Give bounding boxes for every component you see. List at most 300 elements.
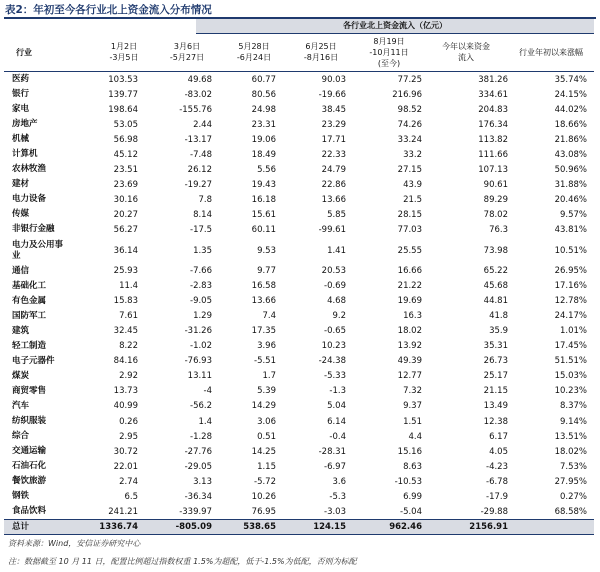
inflow-cell: 381.26 bbox=[478, 74, 508, 85]
inflow-cell: 18.49 bbox=[251, 149, 276, 160]
return-cell: 15.03% bbox=[554, 371, 587, 382]
inflow-cell: -36.34 bbox=[184, 491, 212, 502]
inflow-cell: -27.76 bbox=[184, 446, 212, 457]
inflow-cell: 9.2 bbox=[332, 311, 346, 322]
inflow-cell: 241.21 bbox=[108, 506, 138, 517]
table-row bbox=[4, 489, 594, 504]
inflow-cell: 1.15 bbox=[257, 461, 276, 472]
inflow-cell: -4 bbox=[203, 386, 212, 397]
inflow-cell: 78.02 bbox=[483, 209, 508, 220]
inflow-cell: 74.26 bbox=[397, 119, 422, 130]
table-row bbox=[4, 132, 594, 147]
inflow-cell: 90.61 bbox=[483, 179, 508, 190]
inflow-cell: 21.5 bbox=[403, 194, 422, 205]
inflow-cell: -5.72 bbox=[254, 476, 276, 487]
inflow-cell: 22.01 bbox=[113, 461, 138, 472]
header-text bbox=[237, 41, 271, 63]
industry-name: 电力设备 bbox=[12, 194, 47, 205]
inflow-cell: 23.51 bbox=[113, 164, 138, 175]
header-ytd-return bbox=[508, 34, 594, 70]
inflow-cell: -155.76 bbox=[179, 104, 212, 115]
header-period-3 bbox=[222, 34, 286, 70]
inflow-cell: 22.33 bbox=[321, 149, 346, 160]
inflow-cell: 1.29 bbox=[193, 311, 212, 322]
header-text bbox=[304, 41, 338, 63]
return-cell: 43.08% bbox=[554, 149, 587, 160]
inflow-cell: 90.03 bbox=[321, 74, 346, 85]
return-cell: 27.95% bbox=[554, 476, 587, 487]
footnote: 注：数据截至 10 月 11 日，配置比例超过指数权重 1.5%为超配，低于-1.5%为低配，否则为标配 bbox=[8, 557, 357, 566]
inflow-cell: 113.82 bbox=[478, 134, 508, 145]
inflow-cell: 139.77 bbox=[108, 89, 138, 100]
header-industry: 行业 bbox=[16, 47, 32, 57]
header-line: 8月19日 bbox=[373, 36, 405, 46]
inflow-cell: 1.7 bbox=[262, 371, 276, 382]
return-cell: 18.02% bbox=[554, 446, 587, 457]
inflow-cell: -1.02 bbox=[190, 341, 212, 352]
inflow-cell: 204.83 bbox=[478, 104, 508, 115]
inflow-cell: 8.22 bbox=[119, 341, 138, 352]
inflow-cell: -17.9 bbox=[486, 491, 508, 502]
inflow-cell: 28.15 bbox=[397, 209, 422, 220]
inflow-cell: 60.11 bbox=[251, 224, 276, 235]
industry-name: 综合 bbox=[12, 431, 30, 442]
inflow-cell: 13.92 bbox=[397, 341, 422, 352]
header-line: 3月6日 bbox=[173, 42, 201, 51]
industry-name: 国防军工 bbox=[12, 310, 47, 321]
inflow-cell: 18.02 bbox=[397, 326, 422, 337]
inflow-cell: 17.35 bbox=[251, 326, 276, 337]
header-line: 行业年初以来涨幅 bbox=[519, 47, 583, 57]
return-cell: 35.74% bbox=[554, 74, 587, 85]
header-line: -6月24日 bbox=[236, 53, 272, 62]
inflow-cell: 44.81 bbox=[483, 296, 508, 307]
inflow-cell: 3.6 bbox=[332, 476, 346, 487]
inflow-cell: 176.34 bbox=[478, 119, 508, 130]
inflow-cell: -6.97 bbox=[324, 461, 346, 472]
inflow-cell: 25.55 bbox=[397, 245, 422, 256]
inflow-cell: 65.22 bbox=[483, 266, 508, 277]
industry-name: 建材 bbox=[12, 179, 30, 190]
total-bottom-divider bbox=[4, 534, 594, 535]
industry-name: 电子元器件 bbox=[12, 355, 55, 366]
inflow-cell: -28.31 bbox=[318, 446, 346, 457]
inflow-cell: -1.28 bbox=[190, 431, 212, 442]
return-cell: 13.51% bbox=[554, 431, 587, 442]
inflow-cell: -5.51 bbox=[254, 356, 276, 367]
inflow-cell: 216.96 bbox=[392, 89, 422, 100]
inflow-cell: 23.31 bbox=[251, 119, 276, 130]
inflow-cell: 3.13 bbox=[193, 476, 212, 487]
table-row bbox=[4, 279, 594, 294]
inflow-cell: 13.49 bbox=[483, 401, 508, 412]
inflow-cell: -31.26 bbox=[184, 326, 212, 337]
inflow-cell: -29.88 bbox=[480, 506, 508, 517]
inflow-cell: 2.92 bbox=[119, 371, 138, 382]
inflow-cell: 16.58 bbox=[251, 281, 276, 292]
inflow-cell: 2.95 bbox=[119, 431, 138, 442]
table-title: 表2：年初至今各行业北上资金流入分布情况 bbox=[5, 4, 212, 16]
inflow-cell: -76.93 bbox=[184, 356, 212, 367]
return-cell: 0.27% bbox=[559, 491, 587, 502]
inflow-cell: 49.39 bbox=[397, 356, 422, 367]
inflow-cell: 33.2 bbox=[403, 149, 422, 160]
inflow-cell: 77.25 bbox=[397, 74, 422, 85]
inflow-cell: -19.66 bbox=[318, 89, 346, 100]
inflow-cell: -5.3 bbox=[329, 491, 346, 502]
inflow-cell: 60.77 bbox=[251, 74, 276, 85]
industry-name: 煤炭 bbox=[12, 370, 30, 381]
header-line: 流入 bbox=[458, 53, 474, 62]
table-row bbox=[4, 444, 594, 459]
table-row bbox=[4, 399, 594, 414]
inflow-cell: 14.29 bbox=[251, 401, 276, 412]
inflow-cell: 7.61 bbox=[119, 311, 138, 322]
inflow-cell: -13.17 bbox=[184, 134, 212, 145]
header-text bbox=[442, 41, 490, 63]
inflow-cell: -4.23 bbox=[486, 461, 508, 472]
table-row bbox=[4, 162, 594, 177]
industry-name: 房地产 bbox=[12, 119, 38, 130]
inflow-cell: 17.71 bbox=[321, 134, 346, 145]
return-cell: 1.01% bbox=[559, 326, 587, 337]
inflow-cell: 4.68 bbox=[327, 296, 346, 307]
table-row bbox=[4, 354, 594, 369]
total-cell: 2156.91 bbox=[469, 522, 508, 532]
inflow-cell: -7.48 bbox=[190, 149, 212, 160]
inflow-cell: -2.83 bbox=[190, 281, 212, 292]
inflow-cell: 16.66 bbox=[397, 266, 422, 277]
return-cell: 51.51% bbox=[554, 356, 587, 367]
table-row bbox=[4, 147, 594, 162]
inflow-cell: 26.73 bbox=[483, 356, 508, 367]
inflow-cell: -83.02 bbox=[184, 89, 212, 100]
inflow-cell: 6.5 bbox=[124, 491, 138, 502]
inflow-cell: 16.18 bbox=[251, 194, 276, 205]
table-row bbox=[4, 429, 594, 444]
inflow-cell: 9.77 bbox=[257, 266, 276, 277]
return-cell: 10.23% bbox=[554, 386, 587, 397]
header-period-2 bbox=[154, 34, 220, 70]
header-text bbox=[369, 36, 408, 69]
header-line: (至今) bbox=[377, 58, 401, 68]
inflow-cell: 1.51 bbox=[403, 416, 422, 427]
table-row bbox=[4, 238, 594, 264]
industry-name: 电力及公用事业 bbox=[12, 239, 64, 261]
inflow-cell: 76.3 bbox=[489, 224, 508, 235]
inflow-cell: 41.8 bbox=[489, 311, 508, 322]
inflow-cell: 56.98 bbox=[113, 134, 138, 145]
industry-name: 纺织服装 bbox=[12, 416, 47, 426]
inflow-cell: -17.5 bbox=[190, 224, 212, 235]
header-line: -10月11日 bbox=[369, 47, 409, 57]
industry-name: 计算机 bbox=[12, 149, 38, 160]
industry-name: 非银行金融 bbox=[12, 224, 55, 235]
inflow-cell: 21.15 bbox=[483, 386, 508, 397]
inflow-cell: 84.16 bbox=[113, 356, 138, 367]
return-cell: 24.17% bbox=[554, 311, 587, 322]
inflow-cell: 13.66 bbox=[321, 194, 346, 205]
inflow-cell: 10.23 bbox=[321, 341, 346, 352]
return-cell: 24.15% bbox=[554, 89, 587, 100]
inflow-cell: -5.04 bbox=[400, 506, 422, 517]
table-row bbox=[4, 102, 594, 117]
inflow-cell: 5.39 bbox=[257, 386, 276, 397]
table-row bbox=[4, 87, 594, 102]
inflow-cell: 0.26 bbox=[119, 416, 138, 427]
inflow-cell: 77.03 bbox=[397, 224, 422, 235]
inflow-cell: 13.66 bbox=[251, 296, 276, 307]
industry-name: 交通运输 bbox=[12, 446, 47, 457]
inflow-cell: -339.97 bbox=[179, 506, 212, 517]
total-label: 总计 bbox=[12, 521, 30, 532]
inflow-cell: 25.17 bbox=[483, 371, 508, 382]
inflow-cell: 6.14 bbox=[327, 416, 346, 427]
inflow-cell: 56.27 bbox=[113, 224, 138, 235]
inflow-cell: 0.51 bbox=[257, 431, 276, 442]
inflow-cell: 36.14 bbox=[113, 245, 138, 256]
return-cell: 68.58% bbox=[554, 506, 587, 517]
inflow-cell: -7.66 bbox=[190, 266, 212, 277]
table-row bbox=[4, 294, 594, 309]
return-cell: 12.78% bbox=[554, 296, 587, 307]
industry-name: 商贸零售 bbox=[12, 385, 47, 396]
inflow-cell: 30.72 bbox=[113, 446, 138, 457]
table-row bbox=[4, 117, 594, 132]
total-cell: 1336.74 bbox=[99, 522, 138, 532]
table-row bbox=[4, 207, 594, 222]
total-row bbox=[4, 520, 594, 534]
header-period-5 bbox=[356, 34, 422, 70]
inflow-cell: 20.27 bbox=[113, 209, 138, 220]
inflow-cell: 5.56 bbox=[257, 164, 276, 175]
industry-name: 通信 bbox=[12, 265, 30, 276]
inflow-cell: -0.69 bbox=[324, 281, 346, 292]
inflow-cell: 15.61 bbox=[251, 209, 276, 220]
return-cell: 50.96% bbox=[554, 164, 587, 175]
inflow-cell: 6.17 bbox=[489, 431, 508, 442]
inflow-cell: 9.53 bbox=[257, 245, 276, 256]
header-text bbox=[170, 41, 204, 63]
inflow-cell: 35.31 bbox=[483, 341, 508, 352]
header-line: 今年以来资金 bbox=[442, 42, 490, 51]
inflow-cell: 16.3 bbox=[403, 311, 422, 322]
inflow-cell: 40.99 bbox=[113, 401, 138, 412]
inflow-cell: 1.4 bbox=[198, 416, 212, 427]
return-cell: 9.14% bbox=[559, 416, 587, 427]
inflow-cell: 89.29 bbox=[483, 194, 508, 205]
inflow-cell: 19.69 bbox=[397, 296, 422, 307]
inflow-cell: -10.53 bbox=[394, 476, 422, 487]
inflow-cell: 198.64 bbox=[108, 104, 138, 115]
inflow-cell: 8.14 bbox=[193, 209, 212, 220]
industry-name: 传媒 bbox=[12, 209, 30, 220]
inflow-cell: -19.27 bbox=[184, 179, 212, 190]
table-row bbox=[4, 192, 594, 207]
industry-name: 食品饮料 bbox=[12, 506, 47, 517]
header-ytd-inflow bbox=[424, 34, 508, 70]
inflow-cell: 32.45 bbox=[113, 326, 138, 337]
inflow-cell: 334.61 bbox=[478, 89, 508, 100]
inflow-cell: 7.8 bbox=[198, 194, 212, 205]
inflow-cell: 7.4 bbox=[262, 311, 276, 322]
inflow-cell: 13.73 bbox=[113, 386, 138, 397]
inflow-cell: 25.93 bbox=[113, 266, 138, 277]
inflow-cell: 80.56 bbox=[251, 89, 276, 100]
inflow-cell: 26.12 bbox=[187, 164, 212, 175]
group-header: 各行业北上资金流入（亿元） bbox=[196, 19, 594, 33]
table-row bbox=[4, 504, 594, 519]
table-row bbox=[4, 369, 594, 384]
industry-name: 银行 bbox=[12, 89, 30, 100]
inflow-cell: 2.74 bbox=[119, 476, 138, 487]
industry-name: 医药 bbox=[12, 74, 30, 85]
inflow-cell: 19.43 bbox=[251, 179, 276, 190]
industry-name: 餐饮旅游 bbox=[12, 476, 47, 487]
inflow-cell: 45.68 bbox=[483, 281, 508, 292]
inflow-cell: 103.53 bbox=[108, 74, 138, 85]
table-row bbox=[4, 459, 594, 474]
industry-name: 机械 bbox=[12, 134, 30, 145]
inflow-cell: 13.11 bbox=[187, 371, 212, 382]
table-row bbox=[4, 414, 594, 429]
inflow-cell: 2.44 bbox=[193, 119, 212, 130]
return-cell: 8.37% bbox=[559, 401, 587, 412]
table-body bbox=[4, 72, 594, 519]
table-row bbox=[4, 384, 594, 399]
inflow-cell: 4.4 bbox=[408, 431, 422, 442]
inflow-cell: -56.2 bbox=[190, 401, 212, 412]
return-cell: 9.57% bbox=[559, 209, 587, 220]
header-period-1 bbox=[94, 34, 154, 70]
industry-name: 基础化工 bbox=[12, 280, 47, 291]
industry-name: 建筑 bbox=[12, 325, 30, 336]
industry-name: 汽车 bbox=[12, 400, 30, 411]
industry-name: 轻工制造 bbox=[12, 340, 47, 351]
inflow-cell: -1.3 bbox=[329, 386, 346, 397]
inflow-cell: -0.4 bbox=[329, 431, 346, 442]
return-cell: 44.02% bbox=[554, 104, 587, 115]
inflow-cell: 9.37 bbox=[403, 401, 422, 412]
total-cell: 538.65 bbox=[243, 522, 276, 532]
inflow-cell: 24.98 bbox=[251, 104, 276, 115]
inflow-cell: 38.45 bbox=[321, 104, 346, 115]
inflow-cell: 45.12 bbox=[113, 149, 138, 160]
inflow-cell: 5.85 bbox=[327, 209, 346, 220]
inflow-cell: 98.52 bbox=[397, 104, 422, 115]
header-line: 6月25日 bbox=[305, 42, 337, 51]
source-note: 资料来源：Wind，安信证券研究中心 bbox=[8, 539, 141, 548]
inflow-cell: 76.95 bbox=[251, 506, 276, 517]
table-row bbox=[4, 324, 594, 339]
inflow-cell: 27.15 bbox=[397, 164, 422, 175]
inflow-cell: 53.05 bbox=[113, 119, 138, 130]
return-cell: 31.88% bbox=[554, 179, 587, 190]
inflow-cell: 8.63 bbox=[403, 461, 422, 472]
header-line: -3月5日 bbox=[109, 53, 139, 62]
inflow-cell: 12.77 bbox=[397, 371, 422, 382]
table-row bbox=[4, 474, 594, 489]
inflow-cell: 7.32 bbox=[403, 386, 422, 397]
table-row bbox=[4, 72, 594, 87]
industry-name: 钢铁 bbox=[12, 491, 30, 502]
inflow-cell: -9.05 bbox=[190, 296, 212, 307]
industry-name: 家电 bbox=[12, 104, 30, 115]
inflow-cell: 14.25 bbox=[251, 446, 276, 457]
header-period-4 bbox=[288, 34, 354, 70]
inflow-cell: -29.05 bbox=[184, 461, 212, 472]
inflow-cell: 24.79 bbox=[321, 164, 346, 175]
header-line: -5月27日 bbox=[169, 53, 205, 62]
inflow-cell: 23.69 bbox=[113, 179, 138, 190]
inflow-cell: 20.53 bbox=[321, 266, 346, 277]
header-text bbox=[519, 47, 583, 58]
inflow-cell: 35.9 bbox=[489, 326, 508, 337]
industry-name: 农林牧渔 bbox=[12, 164, 47, 175]
inflow-cell: 111.66 bbox=[478, 149, 508, 160]
industry-name: 石油石化 bbox=[12, 461, 47, 472]
header-line: 1月2日 bbox=[110, 42, 138, 51]
total-cell: -805.09 bbox=[175, 522, 212, 532]
inflow-cell: 30.16 bbox=[113, 194, 138, 205]
inflow-cell: 49.68 bbox=[187, 74, 212, 85]
inflow-cell: -99.61 bbox=[318, 224, 346, 235]
header-line: 5月28日 bbox=[238, 42, 270, 51]
industry-name: 有色金属 bbox=[12, 295, 47, 306]
inflow-cell: 22.86 bbox=[321, 179, 346, 190]
return-cell: 17.16% bbox=[554, 281, 587, 292]
inflow-cell: 19.06 bbox=[251, 134, 276, 145]
inflow-cell: 3.06 bbox=[257, 416, 276, 427]
inflow-cell: 1.35 bbox=[193, 245, 212, 256]
table-row bbox=[4, 177, 594, 192]
inflow-cell: -24.38 bbox=[318, 356, 346, 367]
inflow-cell: 6.99 bbox=[403, 491, 422, 502]
total-cell: 962.46 bbox=[389, 522, 422, 532]
inflow-cell: 5.04 bbox=[327, 401, 346, 412]
inflow-cell: 33.24 bbox=[397, 134, 422, 145]
inflow-cell: -0.65 bbox=[324, 326, 346, 337]
table-row bbox=[4, 222, 594, 237]
header-text bbox=[109, 41, 138, 63]
header-line: -8月16日 bbox=[303, 53, 339, 62]
return-cell: 10.51% bbox=[554, 245, 587, 256]
inflow-cell: 10.26 bbox=[251, 491, 276, 502]
return-cell: 20.46% bbox=[554, 194, 587, 205]
inflow-cell: 107.13 bbox=[478, 164, 508, 175]
table-row bbox=[4, 339, 594, 354]
inflow-cell: 1.41 bbox=[327, 245, 346, 256]
table-row bbox=[4, 264, 594, 279]
inflow-cell: -6.78 bbox=[486, 476, 508, 487]
return-cell: 7.53% bbox=[559, 461, 587, 472]
return-cell: 26.95% bbox=[554, 266, 587, 277]
inflow-cell: 15.83 bbox=[113, 296, 138, 307]
total-cell: 124.15 bbox=[313, 522, 346, 532]
inflow-cell: 21.22 bbox=[397, 281, 422, 292]
return-cell: 43.81% bbox=[554, 224, 587, 235]
inflow-cell: 73.98 bbox=[483, 245, 508, 256]
inflow-cell: -5.33 bbox=[324, 371, 346, 382]
inflow-cell: 4.05 bbox=[489, 446, 508, 457]
inflow-cell: 3.96 bbox=[257, 341, 276, 352]
inflow-cell: 23.29 bbox=[321, 119, 346, 130]
inflow-cell: 43.9 bbox=[403, 179, 422, 190]
return-cell: 21.86% bbox=[554, 134, 587, 145]
return-cell: 18.66% bbox=[554, 119, 587, 130]
return-cell: 17.45% bbox=[554, 341, 587, 352]
inflow-cell: 11.4 bbox=[119, 281, 138, 292]
